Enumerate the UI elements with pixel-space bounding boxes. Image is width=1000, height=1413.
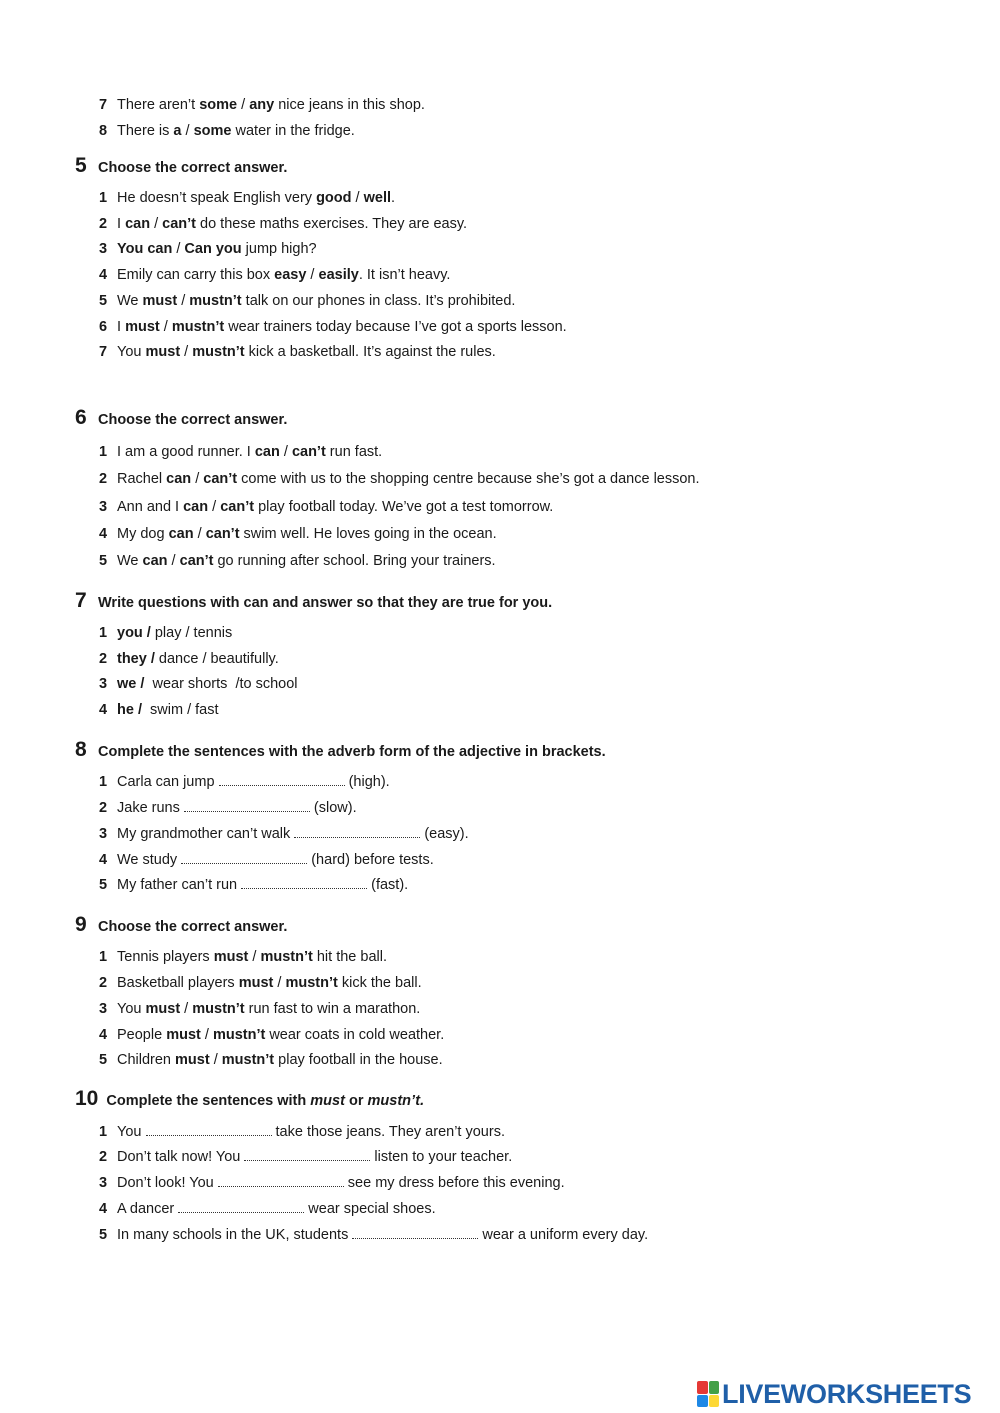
text-segment: kick the ball.: [337, 975, 422, 991]
item-number: 2: [99, 1149, 108, 1165]
answer-blank[interactable]: [244, 1159, 370, 1161]
item-number: 4: [99, 1201, 108, 1217]
text-segment: /: [150, 216, 163, 232]
item-text: [117, 774, 390, 790]
bold-option: good: [316, 190, 352, 206]
exercise-item: [99, 1026, 444, 1044]
text-segment: Write questions with can and answer so that they are true for you.: [98, 595, 553, 611]
exercise-item: [99, 701, 219, 719]
exercise-item: [99, 1123, 505, 1141]
bold-option: they /: [117, 651, 155, 667]
bold-option: can: [142, 553, 168, 569]
text-segment: I: [117, 319, 126, 335]
item-number: 3: [99, 1001, 108, 1017]
answer-blank[interactable]: [178, 1211, 304, 1213]
bold-option: can’t: [162, 216, 196, 232]
exercise-item: [99, 851, 434, 869]
bold-option: easily: [318, 267, 359, 283]
section-instruction: [98, 919, 287, 935]
exercise-item: [99, 318, 567, 336]
text-segment: Carla can jump: [117, 774, 219, 790]
text-segment: /: [180, 1001, 193, 1017]
text-segment: /: [209, 1052, 222, 1068]
text-segment: We: [117, 293, 143, 309]
section-instruction: [98, 595, 552, 611]
text-segment: Tennis players: [117, 949, 214, 965]
item-number: 5: [99, 1052, 108, 1068]
liveworksheets-logo-icon: [697, 1381, 719, 1407]
text-segment: Choose the correct answer.: [98, 160, 288, 176]
item-text: [117, 651, 279, 667]
bold-option: must: [175, 1052, 210, 1068]
item-text: [117, 1175, 565, 1191]
bold-option: can: [166, 471, 192, 487]
text-segment: My father can’t run: [117, 877, 242, 893]
exercise-item: [99, 1174, 565, 1192]
bold-option: must: [166, 1027, 201, 1043]
text-segment: Don’t look! You: [117, 1175, 218, 1191]
text-segment: come with us to the shopping centre because she’s got a dance lesson.: [237, 471, 700, 487]
exercise-item: [99, 1000, 420, 1018]
exercise-item: [99, 96, 425, 114]
item-text: [117, 676, 298, 692]
item-text: [117, 267, 450, 283]
item-text: [117, 1001, 420, 1017]
exercise-item: [99, 624, 232, 642]
item-text: [117, 293, 515, 309]
exercise-item: [99, 1148, 512, 1166]
item-text: [117, 526, 497, 542]
bold-option: can: [125, 216, 151, 232]
text-segment: swim / fast: [146, 702, 219, 718]
section-number: 6: [75, 406, 87, 429]
bold-option: can: [168, 526, 194, 542]
exercise-item: [99, 675, 298, 693]
answer-blank[interactable]: [219, 784, 345, 786]
text-segment: nice jeans in this shop.: [274, 97, 425, 113]
logo-square: [697, 1395, 708, 1408]
text-segment: Choose the correct answer.: [98, 412, 288, 428]
text-segment: Basketball players: [117, 975, 239, 991]
text-segment: /: [279, 444, 292, 460]
exercise-item: [99, 266, 450, 284]
item-text: [117, 499, 553, 515]
item-text: [117, 216, 467, 232]
text-segment: /: [172, 241, 185, 257]
bold-option: must: [213, 949, 249, 965]
text-segment: water in the fridge.: [231, 123, 355, 139]
item-text: [117, 471, 700, 487]
bold-option: mustn’t: [171, 319, 225, 335]
section-instruction: [98, 160, 287, 176]
item-number: 2: [99, 975, 108, 991]
text-segment: Jake runs: [117, 800, 184, 816]
text-segment: /: [191, 471, 204, 487]
exercise-item: [99, 552, 496, 570]
text-segment: talk on our phones in class. It’s prohibited.: [241, 293, 516, 309]
text-segment: see my dress before this evening.: [343, 1175, 565, 1191]
text-segment: take those jeans. They aren’t yours.: [271, 1124, 505, 1140]
item-number: 3: [99, 1175, 108, 1191]
text-segment: I: [117, 216, 126, 232]
item-number: 2: [99, 471, 108, 487]
text-segment: (easy).: [420, 826, 469, 842]
text-segment: (slow).: [309, 800, 357, 816]
logo-square: [697, 1381, 708, 1394]
bold-option: Can you: [184, 241, 242, 257]
text-segment: swim well. He loves going in the ocean.: [239, 526, 497, 542]
item-number: 5: [99, 877, 108, 893]
text-segment: You: [117, 1001, 146, 1017]
exercise-item: [99, 240, 317, 258]
bold-option: can’t: [203, 471, 238, 487]
bold-option: must: [125, 319, 160, 335]
text-segment: /: [193, 526, 206, 542]
text-segment: /: [273, 975, 286, 991]
exercise-item: [99, 825, 469, 843]
item-text: [117, 975, 422, 991]
text-segment: There is: [117, 123, 174, 139]
text-segment: People: [117, 1027, 167, 1043]
item-text: [117, 1149, 512, 1165]
text-segment: do these maths exercises. They are easy.: [196, 216, 468, 232]
text-segment: You: [117, 344, 146, 360]
bold-option: can’t: [220, 499, 255, 515]
section-heading: [75, 738, 606, 764]
exercise-item: [99, 1226, 648, 1244]
bold-option: must: [142, 293, 178, 309]
text-segment: play football in the house.: [274, 1052, 443, 1068]
item-number: 1: [99, 625, 108, 641]
text-segment: We: [117, 553, 143, 569]
item-text: [117, 800, 357, 816]
item-number: 2: [99, 800, 108, 816]
item-text: [117, 1201, 436, 1217]
exercise-item: [99, 470, 700, 488]
exercise-item: [99, 974, 422, 992]
text-segment: /: [351, 190, 364, 206]
text-segment: run fast to win a marathon.: [244, 1001, 421, 1017]
bold-option: must: [145, 1001, 181, 1017]
exercise-item: [99, 292, 515, 310]
text-segment: wear trainers today because I’ve got a sports lesson.: [224, 319, 567, 335]
bold-option: can: [183, 499, 209, 515]
section-number: 7: [75, 589, 87, 612]
italic-text: must: [310, 1093, 345, 1109]
bold-option: we /: [117, 676, 149, 692]
bold-option: you /: [117, 625, 151, 641]
item-number: 4: [99, 526, 108, 542]
item-number: 3: [99, 826, 108, 842]
text-segment: (high).: [344, 774, 390, 790]
exercise-item: [99, 773, 390, 791]
item-number: 5: [99, 293, 108, 309]
text-segment: My dog: [117, 526, 169, 542]
item-number: 1: [99, 1124, 108, 1140]
text-segment: or: [344, 1093, 368, 1109]
text-segment: play / tennis: [150, 625, 233, 641]
text-segment: Rachel: [117, 471, 167, 487]
exercise-item: [99, 799, 357, 817]
exercise-item: [99, 1051, 443, 1069]
item-text: [117, 241, 317, 257]
text-segment: We study: [117, 852, 182, 868]
section-instruction: [98, 1093, 424, 1109]
item-text: [117, 852, 434, 868]
exercise-item: [99, 443, 382, 461]
section-heading: [75, 1087, 424, 1113]
bold-option: can’t: [179, 553, 214, 569]
text-segment: /: [180, 344, 193, 360]
text-segment: /: [208, 499, 221, 515]
text-segment: Ann and I: [117, 499, 184, 515]
section-number: 8: [75, 738, 87, 761]
section-heading: [75, 913, 287, 939]
item-number: 1: [99, 949, 108, 965]
bold-option: You can: [117, 241, 173, 257]
item-text: [117, 702, 219, 718]
item-number: 3: [99, 241, 108, 257]
bold-option: mustn’t: [285, 975, 338, 991]
text-segment: Don’t talk now! You: [117, 1149, 245, 1165]
item-text: [117, 190, 395, 206]
text-segment: wear shorts /to school: [148, 676, 298, 692]
text-segment: Complete the sentences with the adverb form of the adjective in brackets.: [98, 744, 606, 760]
item-text: [117, 319, 567, 335]
text-segment: jump high?: [241, 241, 317, 257]
item-number: 1: [99, 774, 108, 790]
answer-blank[interactable]: [181, 862, 307, 864]
item-number: 5: [99, 553, 108, 569]
italic-text: mustn’t.: [367, 1093, 425, 1109]
bold-option: mustn’t: [192, 344, 245, 360]
text-segment: . It isn’t heavy.: [358, 267, 451, 283]
item-text: [117, 826, 469, 842]
section-number: 5: [75, 154, 87, 177]
item-number: 5: [99, 1227, 108, 1243]
liveworksheets-logo: [697, 1378, 971, 1410]
answer-blank[interactable]: [241, 887, 367, 889]
text-segment: /: [181, 123, 194, 139]
bold-option: well: [363, 190, 392, 206]
section-instruction: [98, 412, 287, 428]
logo-square: [709, 1381, 720, 1394]
logo-square: [709, 1395, 720, 1408]
text-segment: /: [237, 97, 250, 113]
item-number: 7: [99, 97, 108, 113]
text-segment: Children: [117, 1052, 176, 1068]
bold-option: mustn’t: [221, 1052, 275, 1068]
exercise-item: [99, 343, 496, 361]
text-segment: Emily can carry this box: [117, 267, 275, 283]
bold-option: must: [145, 344, 181, 360]
text-segment: There aren’t: [117, 97, 200, 113]
bold-option: can’t: [291, 444, 326, 460]
bold-option: mustn’t: [260, 949, 313, 965]
text-segment: (hard) before tests.: [307, 852, 434, 868]
item-text: [117, 1124, 505, 1140]
item-number: 4: [99, 852, 108, 868]
bold-option: some: [199, 97, 238, 113]
section-heading: [75, 154, 287, 180]
item-text: [117, 123, 355, 139]
item-number: 4: [99, 702, 108, 718]
item-text: [117, 1052, 443, 1068]
section-instruction: [98, 744, 606, 760]
text-segment: hit the ball.: [312, 949, 387, 965]
text-segment: Choose the correct answer.: [98, 919, 288, 935]
text-segment: kick a basketball. It’s against the rules.: [244, 344, 496, 360]
bold-option: he /: [117, 702, 147, 718]
text-segment: /: [167, 553, 180, 569]
bold-option: must: [238, 975, 274, 991]
exercise-item: [99, 650, 279, 668]
text-segment: run fast.: [325, 444, 383, 460]
bold-option: any: [249, 97, 275, 113]
text-segment: listen to your teacher.: [370, 1149, 513, 1165]
text-segment: .: [391, 190, 396, 206]
bold-option: mustn’t: [212, 1027, 266, 1043]
bold-option: easy: [274, 267, 307, 283]
item-number: 8: [99, 123, 108, 139]
item-text: [117, 877, 408, 893]
section-heading: [75, 406, 287, 432]
text-segment: /: [200, 1027, 213, 1043]
bold-option: can: [254, 444, 280, 460]
text-segment: You: [117, 1124, 146, 1140]
item-number: 4: [99, 267, 108, 283]
item-number: 7: [99, 344, 108, 360]
exercise-item: [99, 189, 395, 207]
item-number: 1: [99, 444, 108, 460]
item-text: [117, 444, 382, 460]
item-number: 2: [99, 216, 108, 232]
bold-option: can’t: [205, 526, 240, 542]
exercise-item: [99, 215, 467, 233]
answer-blank[interactable]: [352, 1237, 478, 1239]
section-heading: [75, 589, 552, 615]
text-segment: I am a good runner. I: [117, 444, 255, 460]
item-number: 2: [99, 651, 108, 667]
text-segment: In many schools in the UK, students: [117, 1227, 353, 1243]
item-number: 6: [99, 319, 108, 335]
text-segment: Complete the sentences with: [98, 1093, 311, 1109]
item-number: 3: [99, 676, 108, 692]
item-text: [117, 553, 496, 569]
section-number: 10: [75, 1087, 99, 1110]
text-segment: He doesn’t speak English very: [117, 190, 317, 206]
text-segment: dance / beautifully.: [154, 651, 279, 667]
exercise-item: [99, 876, 408, 894]
item-text: [117, 1227, 648, 1243]
text-segment: go running after school. Bring your trainers.: [213, 553, 496, 569]
answer-blank[interactable]: [146, 1134, 272, 1136]
bold-option: a: [173, 123, 182, 139]
answer-blank[interactable]: [184, 810, 310, 812]
exercise-item: [99, 498, 553, 516]
text-segment: /: [306, 267, 319, 283]
text-segment: wear a uniform every day.: [478, 1227, 649, 1243]
exercise-item: [99, 948, 387, 966]
bold-option: mustn’t: [192, 1001, 245, 1017]
text-segment: My grandmother can’t walk: [117, 826, 295, 842]
bold-option: some: [193, 123, 232, 139]
text-segment: (fast).: [367, 877, 409, 893]
item-number: 1: [99, 190, 108, 206]
bold-option: mustn’t: [189, 293, 242, 309]
item-text: [117, 625, 232, 641]
exercise-item: [99, 122, 355, 140]
answer-blank[interactable]: [294, 836, 420, 838]
answer-blank[interactable]: [218, 1185, 344, 1187]
item-number: 4: [99, 1027, 108, 1043]
text-segment: play football today. We’ve got a test tomorrow.: [254, 499, 554, 515]
item-text: [117, 344, 496, 360]
text-segment: /: [159, 319, 172, 335]
item-text: [117, 949, 387, 965]
exercise-item: [99, 525, 497, 543]
text-segment: A dancer: [117, 1201, 179, 1217]
text-segment: /: [248, 949, 261, 965]
item-text: [117, 97, 425, 113]
text-segment: wear coats in cold weather.: [265, 1027, 445, 1043]
exercise-item: [99, 1200, 436, 1218]
logo-text: LIVEWORKSHEETS: [722, 1378, 972, 1409]
text-segment: /: [177, 293, 190, 309]
section-number: 9: [75, 913, 87, 936]
item-text: [117, 1027, 444, 1043]
text-segment: wear special shoes.: [304, 1201, 436, 1217]
item-number: 3: [99, 499, 108, 515]
